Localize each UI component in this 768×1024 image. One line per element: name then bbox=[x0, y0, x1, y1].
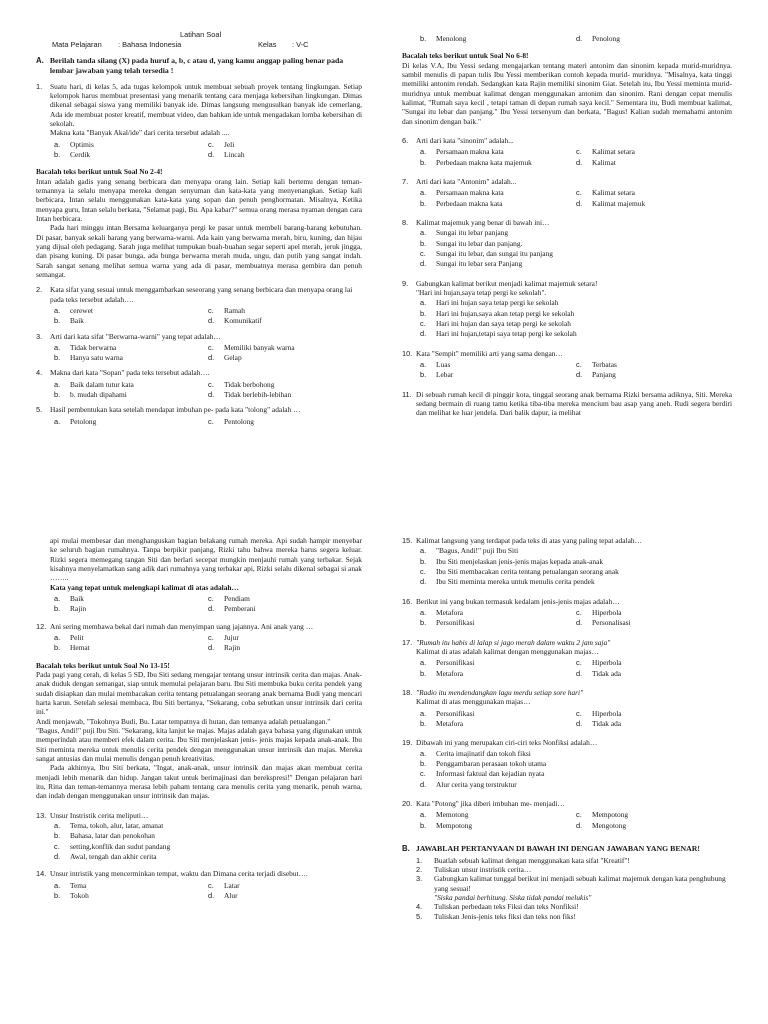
question-18 bbox=[402, 688, 732, 707]
answer-option[interactable]: c. Pendiam bbox=[208, 593, 250, 603]
answer-option[interactable]: b. Metafora bbox=[420, 718, 464, 728]
answer-option[interactable]: b. Hanya satu warna bbox=[54, 353, 123, 363]
answer-option[interactable]: d. Gelap bbox=[208, 353, 242, 363]
answer-option[interactable]: c. Hari ini hujan dan saya tetap pergi ke sekolah bbox=[420, 318, 571, 328]
answer-option[interactable]: c. Hiperbola bbox=[576, 658, 622, 668]
top-left-column bbox=[36, 56, 362, 474]
answer-option[interactable]: c. Pentolong bbox=[208, 416, 254, 426]
question-9 bbox=[402, 279, 732, 298]
answer-option[interactable]: c. Terbatas bbox=[576, 359, 617, 369]
answer-options bbox=[54, 594, 362, 614]
question-text: Dibawah ini yang merupakan ciri-ciri teks Nonfiksi adalah… bbox=[416, 738, 598, 748]
answer-options bbox=[36, 821, 362, 861]
answer-option[interactable]: c. Ibu Siti membacakan cerita tentang petualangan seorang anak bbox=[420, 566, 619, 576]
answer-option[interactable]: b. Hemat bbox=[54, 643, 90, 653]
question-number: 12. bbox=[36, 621, 47, 631]
question-text: Di sebuah rumah kecil di pinggir kota, tinggal seorang anak bernama Rizki bersama adiknya, Siti. Mereka sedang bermain di ruang tamu ketika tiba-tiba mereka mencium bau asap yang aneh. Rudi segera berdiri dan melihat ke luar jendela. Dari balik dapur, ia melihat bbox=[416, 389, 732, 418]
answer-option[interactable]: d. Tidak ada bbox=[576, 668, 622, 678]
answer-option[interactable]: a. "Bagus, Andi!" puji Ibu Siti bbox=[420, 546, 519, 556]
answer-option[interactable]: b. Bahasa, latar dan penokohan bbox=[54, 831, 155, 841]
question-6 bbox=[402, 136, 732, 145]
question-number: 18. bbox=[402, 687, 413, 697]
class-value: : V-C bbox=[292, 40, 309, 49]
subject-value: : Bahasa Indonesia bbox=[118, 40, 182, 49]
answer-option[interactable]: a. cerewet bbox=[54, 305, 93, 315]
answer-option[interactable]: b. Metafora bbox=[420, 668, 464, 678]
question-number: 11. bbox=[402, 389, 412, 399]
question-11-continued: api mulai membesar dan menghanguskan bagian belakang rumah mereka. Api sudah hampir menyebar ke seluruh bagian rumahnya. Tanpa berpikir panjang, Rizki tahu bahwa mereka harus segera keluar. Rizki segera memegang tangan Siti dan berlari secepat mungkin menjauhi rumah yang terbakar. Sejak kisahnya menyelamatkan sang adik dari rumahnya yang terbakar api, Rizki selalu dikenal sebagai si anak …….. bbox=[50, 536, 362, 583]
question-text: Arti dari kata sifat "Berwarna-warni" yang tepat adalah… bbox=[50, 331, 221, 341]
answer-option[interactable]: d. Pemberani bbox=[208, 604, 256, 614]
essay-item: 1. Buatlah sebuah kalimat dengan menggunakan kata sifat "Kreatif"! bbox=[416, 855, 630, 865]
question-11-prompt: Kata yang tepat untuk melengkapi kalimat di atas adalah… bbox=[50, 582, 239, 592]
question-quote: "Radio itu mendendangkan lagu merdu setiap sore hari" bbox=[416, 687, 584, 697]
question-number: 20. bbox=[402, 798, 413, 808]
answer-option[interactable]: d. Komunikatif bbox=[208, 316, 262, 326]
question-number: 17. bbox=[402, 637, 413, 647]
answer-option[interactable]: d. Kalimat bbox=[576, 157, 616, 167]
passage-1-title: Bacalah teks berikut untuk Soal No 2-4! bbox=[36, 167, 163, 177]
question-12 bbox=[36, 622, 362, 631]
answer-option[interactable]: b. Tokoh bbox=[54, 890, 89, 900]
answer-option[interactable]: d. Lincah bbox=[208, 149, 245, 159]
question-text: Arti dari kata "Antonim" adalah... bbox=[416, 176, 517, 186]
question-1 bbox=[36, 82, 362, 138]
answer-option[interactable]: a. Tidak berwarna bbox=[54, 342, 117, 352]
answer-option[interactable]: a. Metafora bbox=[420, 607, 464, 617]
answer-option[interactable]: d. Alur cerita yang terstruktur bbox=[420, 779, 517, 789]
answer-option[interactable]: d. Alur bbox=[208, 890, 238, 900]
answer-option[interactable]: c. Informasi faktual dan kejadian nyata bbox=[420, 769, 545, 779]
answer-option[interactable]: c. setting,konflik dan sudut pandang bbox=[54, 841, 171, 851]
passage-2-title: Bacalah teks berikut untuk Soal No 6-8! bbox=[402, 51, 529, 61]
bottom-left-column bbox=[36, 536, 362, 1006]
question-prompt: Kalimat di atas menggunakan majas… bbox=[416, 697, 531, 707]
answer-option[interactable]: d. Rajin bbox=[208, 643, 241, 653]
essay-item: 2. Tuliskan unsur instristik cerita… bbox=[416, 865, 532, 875]
question-text: Arti dari kata "sinonim" adalah... bbox=[416, 135, 514, 145]
answer-option[interactable]: b. Ibu Siti menjelaskan jenis-jenis majas kepada anak-anak bbox=[420, 556, 604, 566]
class-label: Kelas bbox=[258, 40, 277, 49]
question-11 bbox=[402, 390, 732, 418]
question-number: 7. bbox=[402, 176, 409, 186]
question-number: 5. bbox=[36, 405, 43, 415]
passage-3-paragraph: Pada pagi yang cerah, di kelas 5 SD, Ibu Siti sedang mengajar tentang unsur intrinsik cerita dan majas. Anak-anak duduk dengan semangat, siap untuk memulai pelajaran baru. Ibu Siti membuka buku cerita pendek yang sudah disiapkan dan mulai membacakan cerita tentang petualangan seorang anak bernama Budi yang mencari harta karun. Setelah selesai membaca, Ibu Siti bertanya, "Sekarang, coba sebutkan unsur intrinsik dari cerita ini." bbox=[36, 669, 362, 717]
answer-option[interactable]: a. Baik dalam tutur kata bbox=[54, 379, 134, 389]
question-text: Kata "Potong" jika diberi imbuhan me- menjadi… bbox=[416, 798, 565, 808]
answer-option[interactable]: b. Cerdik bbox=[54, 149, 91, 159]
question-7 bbox=[402, 177, 732, 186]
passage-3-paragraph: "Bagus, Andi!" puji Ibu Siti. "Sekarang, kita lanjut ke majas. Majas adalah gaya bahasa yang digunakan untuk memperindah atau memberi efek dalam cerita. Ibu Siti menjelaskan jenis- jenis majas kepada anak-anak. Ibu Siti meminta mereka untuk menulis cerita pendek dengan menggunakan unsur intrinsik dan majas. Mereka sangat antusias dan mulai menulis dengan penuh kreativitas. bbox=[36, 725, 362, 763]
question-number: 19. bbox=[402, 738, 413, 748]
question-quote: "Rumah itu habis di lalap si jago merah dalam waktu 2 jam saja" bbox=[416, 637, 611, 647]
answer-option[interactable]: b. b. mudah dipahami bbox=[54, 390, 127, 400]
answer-option[interactable]: d. Tidak ada bbox=[576, 718, 622, 728]
answer-option[interactable]: b. Mempotong bbox=[420, 820, 473, 830]
worksheet-title: Latihan Soal bbox=[180, 30, 222, 39]
answer-options bbox=[420, 709, 732, 729]
question-quote: "Hari ini hujan,saya tetap pergi ke sekolah". bbox=[416, 287, 547, 297]
answer-option[interactable]: a. Memotong bbox=[420, 810, 469, 820]
question-number: 15. bbox=[402, 536, 413, 545]
question-16 bbox=[402, 597, 732, 606]
top-right-column bbox=[402, 32, 732, 482]
answer-option[interactable]: d. Panjang bbox=[576, 370, 616, 380]
answer-option[interactable]: b. Lebar bbox=[420, 370, 454, 380]
answer-options bbox=[420, 188, 732, 208]
answer-option[interactable]: d. Ibu Siti meminta mereka untuk menulis cerita pendek bbox=[420, 577, 595, 587]
answer-option[interactable]: b. Penggambaran perasaan tokoh utama bbox=[420, 758, 547, 768]
question-17 bbox=[402, 638, 732, 657]
answer-option[interactable]: b. Sungai itu lebar dan panjang. bbox=[420, 238, 523, 248]
question-10 bbox=[402, 349, 732, 358]
answer-option[interactable]: d. Hari ini hujan,tetapi saya tetap pergi ke sekolah bbox=[420, 329, 577, 339]
answer-option[interactable]: c. Mempotong bbox=[576, 810, 629, 820]
answer-option[interactable]: c. Hiperbola bbox=[576, 708, 622, 718]
question-13 bbox=[36, 811, 362, 820]
answer-option[interactable]: c. Kalimat setara bbox=[576, 188, 635, 198]
answer-option[interactable]: a. Optimis bbox=[54, 139, 94, 149]
question-number: 14. bbox=[36, 869, 47, 879]
section-a-letter: A. bbox=[36, 56, 44, 65]
answer-option[interactable]: a. Hari ini hujan saya tetap pergi ke sekolah bbox=[420, 298, 559, 308]
answer-options bbox=[54, 306, 362, 326]
section-b-instruction: JAWABLAH PERTANYAAN DI BAWAH INI DENGAN JAWABAN YANG BENAR! bbox=[415, 843, 701, 853]
answer-option[interactable]: c. Hiperbola bbox=[576, 607, 622, 617]
answer-options bbox=[54, 343, 362, 363]
answer-option[interactable]: a. Sungai itu lebar panjang bbox=[420, 228, 509, 238]
answer-option[interactable]: c. Jeli bbox=[208, 139, 235, 149]
essay-item-3-quote: "Siska pandai berhitung. Siska tidak pandai melukis" bbox=[434, 893, 592, 902]
answer-options bbox=[420, 34, 732, 43]
question-4 bbox=[36, 368, 362, 377]
answer-option[interactable]: a. Tema, tokoh, alur, latar, amanat bbox=[54, 820, 164, 830]
answer-option[interactable]: a. Cerita imajinatif dan tokoh fiksi bbox=[420, 748, 531, 758]
answer-option[interactable]: a. Personifikasi bbox=[420, 708, 475, 718]
answer-option[interactable]: b. Perbedaan makna kata majemuk bbox=[420, 157, 532, 167]
answer-option[interactable]: b. Menolong bbox=[420, 34, 467, 43]
question-5 bbox=[36, 405, 362, 414]
question-text: Suatu hari, di kelas 5, ada tugas kelompok untuk membuat sebuah proyek tentang lingkungan. Setiap kelompok harus membuat presentasi yang menarik tentang cara menjaga kebersihan lingkungan. Dimas dikenal sebagai siswa yang memiliki banyak ide. Dimas langsung mengusulkan banyak ide cemerlang, Ada ide membuat poster kreatif, membuat video, dan bahkan ide untuk mengadakan lomba kebersihan di sekolah. bbox=[50, 81, 362, 128]
answer-option[interactable]: b. Rajin bbox=[54, 604, 87, 614]
essay-item: 4. Tuliskan perbedaan teks Fiksi dan teks Nonfiksi! bbox=[416, 902, 579, 912]
answer-options bbox=[402, 298, 732, 338]
question-prompt: Kalimat di atas adalah kalimat dengan menggunakan majas… bbox=[416, 646, 599, 656]
bottom-right-column bbox=[402, 536, 732, 1006]
answer-option[interactable]: d. Penolong bbox=[576, 34, 620, 43]
passage-2-text: Di kelas V.A, Ibu Yessi sedang mengajarkan tentang materi antonim dan sinonim kepada murid-muridnya. sambil menulis di papan tulis Ibu Yessi memberikan contoh kepada murid- muridnya. "Misalnya, kata tinggi memiliki antonim rendah. Sedangkan kata Rajin memiliki sinonim Giat. Setelah itu, Ibu Yessi meminta murid-muridnya untuk membuat kalimat dengan menggunakan antonim dan sinonim. Rani dengan cepat menulis kalimat, "Rumah saya kecil , tetapi taman di depan rumah saya kecil." Sementara itu, Budi membuat kalimat, "Sungai itu lebar dan panjang." Ibu Yessi tersenyum dan berkata, "Bagus! Kalian sudah memahami antonim dan sinonim dengan baik." bbox=[402, 60, 732, 126]
question-text: Berikut ini yang bukan termasuk kedalam jenis-jenis majas adalah… bbox=[416, 596, 620, 606]
question-text: Unsur Instristik cerita meliputi… bbox=[50, 810, 149, 820]
question-number: 16. bbox=[402, 596, 413, 606]
answer-option[interactable]: c. Memiliki banyak warna bbox=[208, 342, 295, 352]
answer-option[interactable]: b. Hari ini hujan,saya akan tetap pergi ke sekolah bbox=[420, 308, 575, 318]
question-text: Ani sering membawa bekal dari rumah dan menyimpan uang jajannya. Ani anak yang … bbox=[50, 621, 314, 631]
question-14 bbox=[36, 869, 362, 878]
question-prompt: Makna kata "Banyak Akal/ide" dari cerita tersebut adalah .... bbox=[50, 128, 230, 138]
question-text: Makna dari kata "Sopan" pada teks tersebut adalah…. bbox=[50, 368, 210, 378]
answer-options bbox=[420, 147, 732, 167]
answer-option[interactable]: a. Luas bbox=[420, 359, 451, 369]
answer-option[interactable]: c. Kalimat setara bbox=[576, 147, 635, 157]
answer-option[interactable]: a. Personifikasi bbox=[420, 658, 475, 668]
answer-options bbox=[420, 810, 732, 830]
answer-option[interactable]: b. Baik bbox=[54, 316, 84, 326]
answer-option[interactable]: a. Baik bbox=[54, 593, 84, 603]
answer-option[interactable]: d. Sungai itu lebar sera Panjang bbox=[420, 259, 523, 269]
answer-options bbox=[402, 546, 732, 586]
answer-option[interactable]: a. Persamaan makna kata bbox=[420, 188, 504, 198]
answer-options bbox=[54, 633, 362, 653]
question-text: Unsur intristik yang mencerminkan tempat, waktu dan Dimana cerita terjadi disebut…. bbox=[50, 869, 308, 879]
answer-option[interactable]: c. Ramah bbox=[208, 305, 245, 315]
answer-option[interactable]: b. Personifikasi bbox=[420, 618, 475, 628]
question-number: 6. bbox=[402, 135, 409, 145]
answer-option[interactable]: b. Perbedaan makna kata bbox=[420, 198, 503, 208]
answer-options bbox=[54, 140, 362, 160]
answer-options bbox=[54, 417, 362, 426]
answer-option[interactable]: c. Latar bbox=[208, 880, 240, 890]
question-text: Kalimat langsung yang terdapat pada teks di atas yang paling tepat adalah… bbox=[416, 536, 642, 545]
passage-3-paragraph: Pada akhirnya, Ibu Siti berkata, "Ingat, anak-anak, unsur intrinsik dan majas akan membuat cerita menjadi lebih menarik dan hidup. Jangan takut untuk berimajinasi dan berekspresi!" Dengan pelajaran hari itu, Rina dan teman-temannya merasa lebih paham tentang cara menulis cerita yang menarik, penuh warna, dan indah dengan menggunakan unsur intrinsik dan majas. bbox=[36, 763, 362, 801]
question-text: Hasil pembentukan kata setelah mendapat imbuhan pe- pada kata "tolong" adalah … bbox=[50, 405, 301, 415]
question-text: Kalimat majemuk yang benar di bawah ini… bbox=[416, 217, 550, 227]
essay-item: 3. Gabungkan kalimat tunggal berikut ini menjadi sebuah kalimat majemuk dengan kata penghubung yang sesuai! "Siska pandai berhitung. Siska tidak pandai melukis" bbox=[416, 874, 726, 902]
question-8 bbox=[402, 218, 732, 227]
question-number: 13. bbox=[36, 810, 47, 820]
answer-option[interactable]: d. Mengotong bbox=[576, 820, 627, 830]
subject-label: Mata Pelajaran bbox=[52, 40, 102, 49]
answer-options bbox=[402, 749, 732, 789]
question-19 bbox=[402, 738, 732, 747]
section-a-heading bbox=[36, 56, 362, 76]
question-number: 1. bbox=[36, 81, 43, 91]
question-number: 10. bbox=[402, 348, 413, 358]
answer-options bbox=[54, 881, 362, 901]
answer-options bbox=[420, 658, 732, 678]
answer-option[interactable]: c. Jujur bbox=[208, 632, 239, 642]
question-number: 2. bbox=[36, 285, 43, 295]
answer-options bbox=[420, 360, 732, 380]
question-text: Gabungkan kalimat berikut menjadi kalimat majemuk setara! bbox=[416, 278, 598, 288]
answer-options bbox=[420, 608, 732, 628]
question-3 bbox=[36, 332, 362, 341]
question-number: 4. bbox=[36, 368, 43, 378]
question-20 bbox=[402, 799, 732, 808]
question-number: 8. bbox=[402, 217, 409, 227]
question-2 bbox=[36, 285, 362, 304]
question-text: Kata sifat yang sesuai untuk menggambarkan seseorang yang senang berbicara dan menyapa orang lai pada teks tersebut adalah…. bbox=[50, 285, 353, 304]
answer-option[interactable]: a. Pelit bbox=[54, 632, 84, 642]
answer-option[interactable]: d. Personalisasi bbox=[576, 618, 631, 628]
question-number: 3. bbox=[36, 331, 43, 341]
answer-option[interactable]: a. Tema bbox=[54, 880, 87, 890]
answer-options bbox=[54, 380, 362, 400]
answer-option[interactable]: c. Sungai itu lebar, dan sungai itu panjang bbox=[420, 248, 553, 258]
passage-1-paragraph: Intan adalah gadis yang senang berbicara dan menyapa orang lain. Setiap kali bertemu dengan teman-temannya ia selalu menyapa mereka dengan senyuman dan kata-kata yang menyenangkan. Setiap kali berbicara, Intan selalu menggunakan kata-kata yang sopan dan penuh penghormatan. Misalnya, Ketika menyapa guru, Intan selalu berkata, "Selamat pagi, Bu. Apa kabar?" semua orang merasa nyaman dengan cara Intan berbicara. bbox=[36, 176, 362, 223]
essay-item: 5. Tuliskan Jenis-jenis teks fiksi dan teks non fiks! bbox=[416, 911, 576, 921]
passage-3-paragraph: Andi menjawab, "Tokohnya Budi, Bu. Latar tempatnya di hutan, dan temanya adalah petualangan." bbox=[36, 716, 331, 726]
section-b-heading bbox=[402, 844, 732, 854]
answer-option[interactable]: a. Petolong bbox=[54, 416, 97, 426]
question-text: Kata "Sempit" memiliki arti yang sama dengan… bbox=[416, 348, 563, 358]
passage-3-title: Bacalah teks berikut untuk Soal No 13-15! bbox=[36, 660, 170, 670]
passage-1-paragraph: Pada hari minggu intan Bersama keluarganya pergi ke pasar untuk membeli barang-barang kebutuhan. Di pasar, banyak sekali barang yang berwarna-warni. Ada kain yang berwarna merah, biru, kuning, dan hijau yang dijual oleh pedagang. Sarah juga melihat tumpukan buah-buahan segar seperti apel merah, jeruk jingga, dan pisang kuning. Di pasar bunga, ada bunga berwarna merah muda, ungu, dan putih yang sangat indah. Sarah sangat senang melihat semua warna yang ada di pasar, membuatnya merasa gembira dan penuh semangat. bbox=[36, 223, 362, 279]
answer-option[interactable]: a. Persamaan makna kata bbox=[420, 147, 504, 157]
answer-option[interactable]: d. Tidak berlebih-lebihan bbox=[208, 390, 292, 400]
question-number: 9. bbox=[402, 278, 409, 288]
question-15 bbox=[402, 536, 732, 545]
section-b-letter: B. bbox=[402, 843, 410, 853]
answer-option[interactable]: d. Awal, tengah dan akhir cerita bbox=[54, 851, 157, 861]
answer-option[interactable]: d. Kalimat majemuk bbox=[576, 198, 646, 208]
answer-option[interactable]: c. Tidak berbohong bbox=[208, 379, 275, 389]
answer-options bbox=[402, 228, 732, 268]
section-a-instruction: Berilah tanda silang (X) pada huruf a, b, c atau d, yang kamu anggap paling benar pada lembar jawaban yang telah tersedia ! bbox=[49, 56, 344, 75]
essay-questions bbox=[416, 856, 732, 921]
